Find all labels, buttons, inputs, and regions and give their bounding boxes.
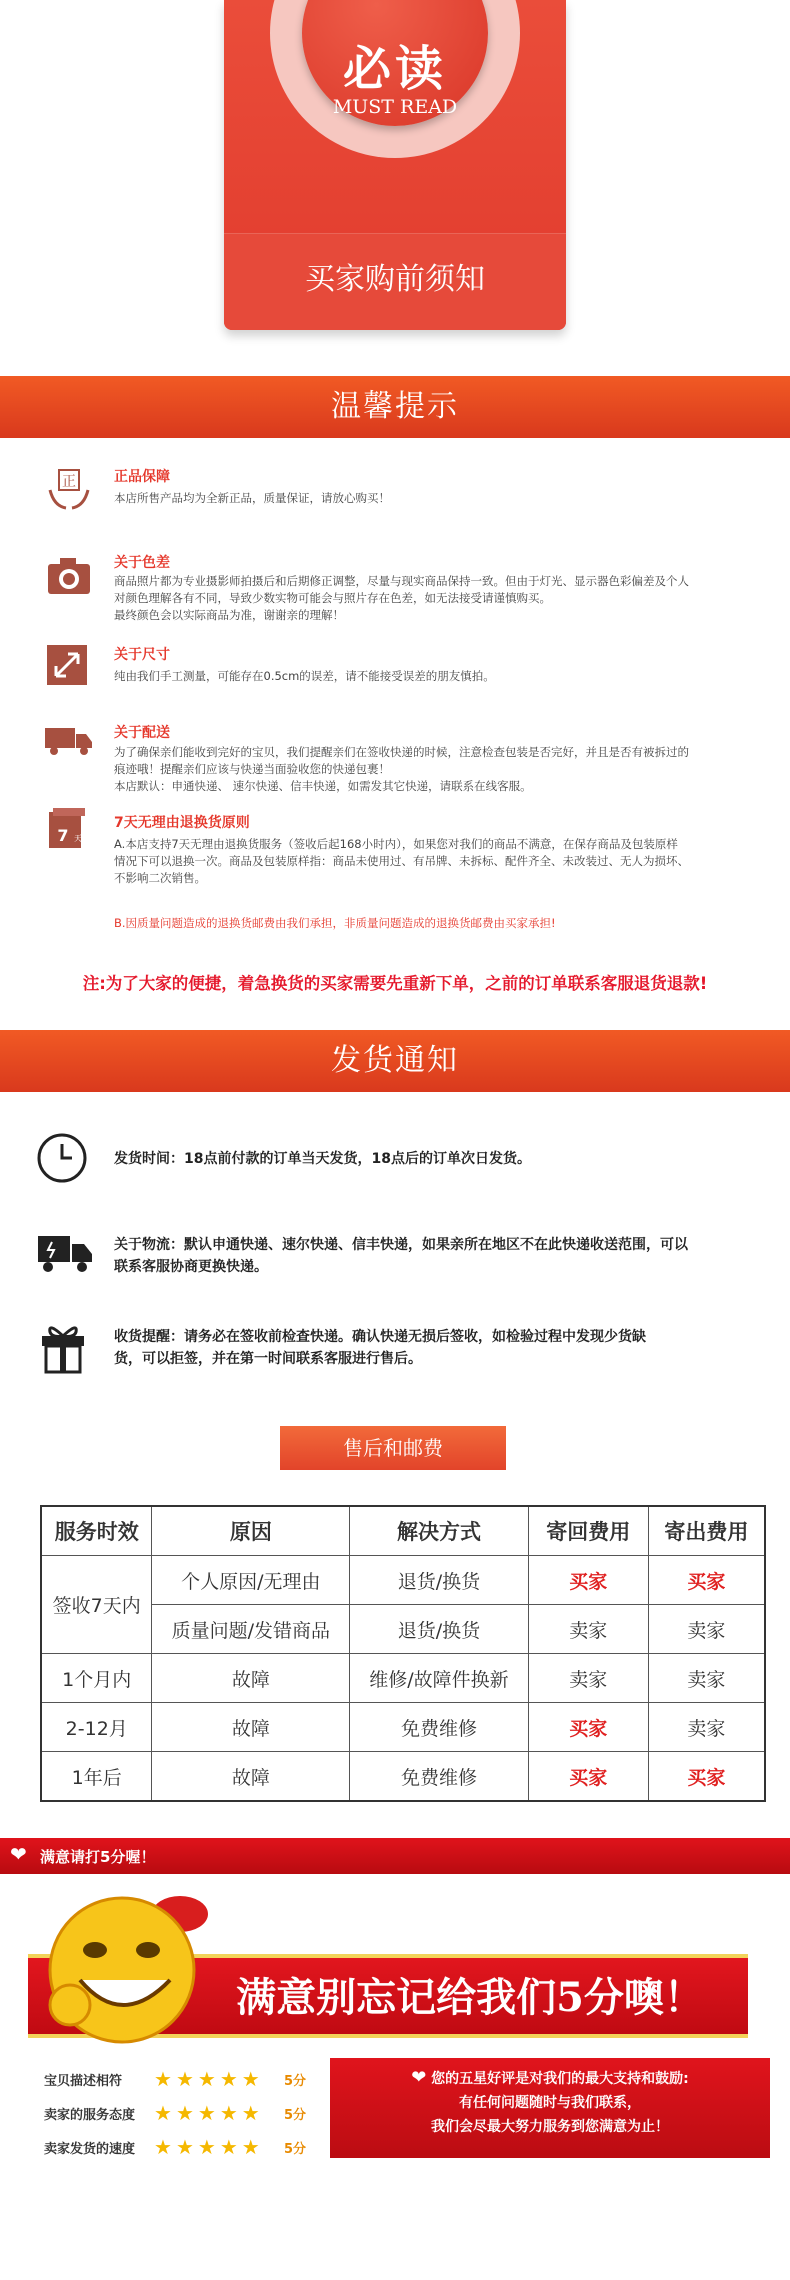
cell-reason: 故障 bbox=[152, 1654, 350, 1703]
thanks-line: 有任何问题随时与我们联系， bbox=[459, 2095, 641, 2111]
cell-reason: 故障 bbox=[152, 1752, 350, 1802]
criterion-label: 宝贝描述相符 bbox=[44, 2073, 123, 2089]
cell-return-fee: 买家 bbox=[528, 1556, 648, 1605]
shipping-banner: 发货通知 bbox=[0, 1030, 790, 1092]
tip-line: 为了确保亲们能收到完好的宝贝，我们提醒亲们在签收快递的时候，注意检查包装是否完好，并且是否有被拆过的 bbox=[114, 745, 689, 759]
cell-return-fee: 卖家 bbox=[528, 1654, 648, 1703]
reorder-notice: 注:为了大家的便捷，着急换货的买家需要先重新下单，之前的订单联系客服退货退款! bbox=[82, 974, 708, 993]
thanks-line-text: 您的五星好评是对我们的最大支持和鼓励: bbox=[431, 2071, 689, 2087]
criterion-label: 卖家的服务态度 bbox=[44, 2107, 136, 2123]
tip-title: 7天无理由退换货原则 bbox=[114, 815, 250, 831]
column-header: 解决方式 bbox=[350, 1506, 528, 1556]
gift-icon bbox=[38, 1320, 88, 1378]
shipping-line: 发货时间：18点前付款的订单当天发货，18点后的订单次日发货。 bbox=[114, 1151, 531, 1167]
calendar-7-icon bbox=[48, 808, 94, 850]
tip-line: 本店所售产品均为全新正品，质量保证，请放心购买！ bbox=[114, 491, 390, 505]
hero-title: 必读 bbox=[342, 41, 447, 97]
cell-solution: 退货/换货 bbox=[350, 1556, 528, 1605]
thanks-box bbox=[330, 2058, 770, 2158]
tip-title: 关于尺寸 bbox=[114, 647, 170, 663]
cell-period: 2-12月 bbox=[41, 1703, 152, 1752]
delivery-truck-icon bbox=[36, 1232, 94, 1278]
truck-icon bbox=[44, 724, 90, 766]
tip-title: 正品保障 bbox=[114, 469, 170, 485]
tip-line: A.本店支持7天无理由退换货服务（签收后起168小时内），如果您对我们的商品不满意，在保存商品及包装原样 bbox=[114, 837, 678, 851]
heart-icon: ❤ bbox=[10, 1842, 27, 1866]
table-row bbox=[41, 1703, 765, 1752]
table-row bbox=[41, 1752, 765, 1802]
column-header: 服务时效 bbox=[41, 1506, 152, 1556]
thanks-line bbox=[330, 2066, 770, 2091]
aftersale-table bbox=[40, 1505, 766, 1802]
cell-send-fee: 卖家 bbox=[648, 1703, 765, 1752]
must-read-card bbox=[224, 0, 566, 330]
cell-solution: 维修/故障件换新 bbox=[350, 1654, 528, 1703]
rating-strip-text: 满意请打5分喔！ bbox=[40, 1848, 156, 1866]
svg-text:正: 正 bbox=[62, 474, 76, 490]
cell-period: 1年后 bbox=[41, 1752, 152, 1802]
cell-return-fee: 卖家 bbox=[528, 1605, 648, 1654]
tip-text bbox=[114, 744, 774, 795]
clock-icon bbox=[36, 1132, 88, 1188]
criterion-score: 5分 bbox=[284, 2141, 307, 2157]
shipping-line: 货，可以拒签，并在第一时间联系客服进行售后。 bbox=[114, 1351, 422, 1367]
tip-line: 纯由我们手工测量，可能存在0.5cm的误差，请不能接受误差的朋友慎拍。 bbox=[114, 669, 495, 683]
svg-text:天: 天 bbox=[74, 834, 82, 843]
cell-send-fee: 买家 bbox=[648, 1556, 765, 1605]
genuine-hands-icon bbox=[46, 466, 92, 508]
cell-solution: 退货/换货 bbox=[350, 1605, 528, 1654]
column-header: 寄出费用 bbox=[648, 1506, 765, 1556]
criterion-score: 5分 bbox=[284, 2073, 307, 2089]
table-header-row bbox=[41, 1506, 765, 1556]
thanks-line: 我们会尽最大努力服务到您满意为止！ bbox=[431, 2119, 669, 2135]
cell-send-fee: 卖家 bbox=[648, 1654, 765, 1703]
cell-return-fee: 买家 bbox=[528, 1703, 648, 1752]
cell-solution: 免费维修 bbox=[350, 1703, 528, 1752]
tip-title: 关于配送 bbox=[114, 725, 170, 741]
table-row bbox=[41, 1654, 765, 1703]
tip-line: 痕迹哦！提醒亲们应该与快递当面验收您的快递包裹！ bbox=[114, 762, 390, 776]
star-icons: ★ ★ ★ ★ ★ bbox=[154, 2101, 260, 2125]
smiley-emoji-icon bbox=[40, 1880, 220, 2054]
hero-subtitle-en: MUST READ bbox=[332, 96, 458, 118]
cell-reason: 个人原因/无理由 bbox=[152, 1556, 350, 1605]
tip-line: 不影响二次销售。 bbox=[114, 871, 206, 885]
cell-send-fee: 卖家 bbox=[648, 1605, 765, 1654]
criterion-label: 卖家发货的速度 bbox=[44, 2141, 136, 2157]
shipping-time-text bbox=[114, 1148, 754, 1170]
rating-criteria-list bbox=[44, 2062, 334, 2164]
ruler-icon bbox=[46, 644, 92, 686]
cell-return-fee: 买家 bbox=[528, 1752, 648, 1802]
tips-banner: 温馨提示 bbox=[0, 376, 790, 438]
cell-period: 签收7天内 bbox=[41, 1556, 152, 1654]
tip-text bbox=[114, 490, 774, 507]
rating-criterion bbox=[44, 2062, 334, 2096]
tip-text bbox=[114, 573, 774, 624]
tip-line: 最终颜色会以实际商品为准，谢谢亲的理解！ bbox=[114, 608, 344, 622]
tip-line: 本店默认：申通快递、 速尔快递、信丰快递，如需发其它快递，请联系在线客服。 bbox=[114, 779, 532, 793]
cell-send-fee: 买家 bbox=[648, 1752, 765, 1802]
column-header: 原因 bbox=[152, 1506, 350, 1556]
column-header: 寄回费用 bbox=[528, 1506, 648, 1556]
star-icons: ★ ★ ★ ★ ★ bbox=[154, 2067, 260, 2091]
cell-reason: 故障 bbox=[152, 1703, 350, 1752]
camera-icon bbox=[46, 556, 92, 598]
tip-text bbox=[114, 668, 774, 685]
criterion-score: 5分 bbox=[284, 2107, 307, 2123]
shipping-line: 收货提醒：请务必在签收前检查快递。确认快递无损后签收，如检验过程中发现少货缺 bbox=[114, 1329, 646, 1345]
cell-period: 1个月内 bbox=[41, 1654, 152, 1703]
tip-line: 情况下可以退换一次。商品及包装原样指：商品未使用过、有吊牌、未拆标、配件齐全、未改装过、无人为损坏、 bbox=[114, 854, 689, 868]
shipping-line: 联系客服协商更换快递。 bbox=[114, 1259, 268, 1275]
receipt-reminder-text bbox=[114, 1326, 754, 1370]
aftersale-title: 售后和邮费 bbox=[280, 1426, 506, 1470]
five-star-banner-text: 满意别忘记给我们5分噢！ bbox=[236, 1974, 704, 2021]
tip-text bbox=[114, 836, 774, 887]
tip-line: 对颜色理解各有不同，导致少数实物可能会与照片存在色差，如无法接受请谨慎购买。 bbox=[114, 591, 551, 605]
table-row bbox=[41, 1556, 765, 1605]
rating-criterion bbox=[44, 2130, 334, 2164]
refund-fee-note: B.因质量问题造成的退换货邮费由我们承担，非质量问题造成的退换货邮费由买家承担! bbox=[114, 916, 556, 930]
rating-criterion bbox=[44, 2096, 334, 2130]
hero-caption: 买家购前须知 bbox=[305, 262, 485, 297]
cell-reason: 质量问题/发错商品 bbox=[152, 1605, 350, 1654]
cell-solution: 免费维修 bbox=[350, 1752, 528, 1802]
shipping-line: 关于物流：默认申通快递、速尔快递、信丰快递，如果亲所在地区不在此快递收送范围，可以 bbox=[114, 1237, 688, 1253]
heart-icon: ❤ bbox=[411, 2067, 427, 2088]
logistics-text bbox=[114, 1234, 774, 1278]
tip-title: 关于色差 bbox=[114, 555, 170, 571]
tip-line: 商品照片都为专业摄影师拍摄后和后期修正调整，尽量与现实商品保持一致。但由于灯光、显示器色彩偏差及个人 bbox=[114, 574, 689, 588]
svg-text:7: 7 bbox=[57, 826, 69, 845]
star-icons: ★ ★ ★ ★ ★ bbox=[154, 2135, 260, 2159]
